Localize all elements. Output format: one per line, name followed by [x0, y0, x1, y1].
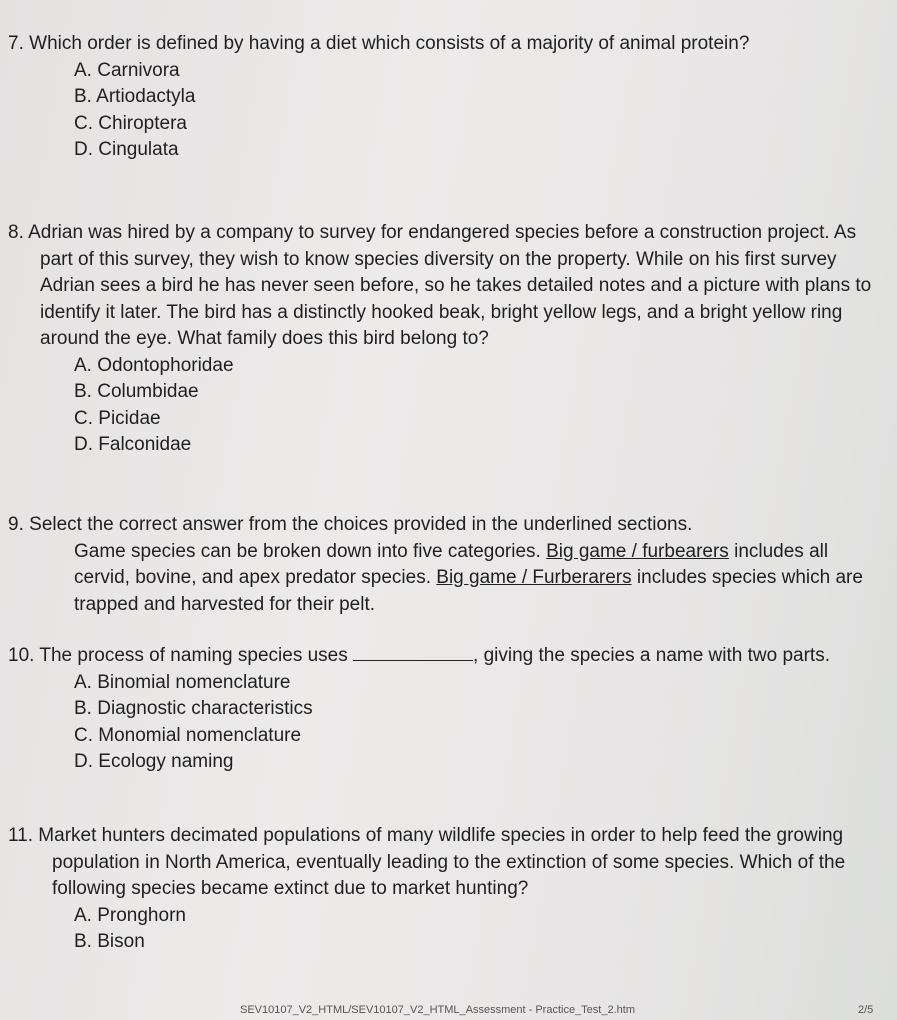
- option-a[interactable]: A. Pronghorn: [74, 904, 186, 926]
- question-number: 7.: [8, 33, 24, 54]
- question-stem: [8, 31, 888, 58]
- question-text: Adrian was hired by a company to survey for endangered species before a construction project. As part of this survey, they wish to know species diversity on the property. While on his first survey Adrian sees a bird he has never seen before, so he takes detailed notes and a picture with plans to identify it later. The bird has a distinctly hooked beak, bright yellow legs, and a bright yellow ring around the eye. What family does this bird belong to?: [28, 222, 872, 349]
- body-text: Game species can be broken down into five categories.: [74, 540, 547, 562]
- question-text: , giving the species a name with two parts.: [473, 645, 830, 666]
- option-a[interactable]: A. Carnivora: [74, 59, 180, 81]
- option-b[interactable]: B. Bison: [74, 931, 145, 952]
- question-stem: [8, 220, 888, 353]
- body-text: includes all cervid, bovine, and apex predator species.: [74, 540, 829, 588]
- question-8: [8, 220, 888, 459]
- question-10: [8, 643, 838, 776]
- question-text: The process of naming species uses: [39, 645, 354, 666]
- question-7: [8, 31, 888, 164]
- answer-blank: [353, 644, 473, 661]
- question-stem: [8, 643, 838, 670]
- option-d[interactable]: D. Cingulata: [74, 139, 179, 160]
- option-a[interactable]: A. Binomial nomenclature: [74, 671, 291, 693]
- option-c[interactable]: C. Picidae: [74, 407, 161, 429]
- question-stem: [8, 823, 858, 903]
- question-number: 10.: [8, 645, 35, 666]
- question-number: 9.: [8, 514, 24, 535]
- question-11: [8, 823, 858, 956]
- question-body: [8, 539, 864, 619]
- option-d[interactable]: D. Ecology naming: [74, 751, 234, 772]
- option-c[interactable]: C. Chiroptera: [74, 112, 187, 134]
- option-d[interactable]: D. Falconidae: [74, 434, 192, 455]
- question-text: Which order is defined by having a diet which consists of a majority of animal protein?: [29, 33, 750, 54]
- page-number: 2/5: [858, 1004, 874, 1016]
- option-b[interactable]: B. Artiodactyla: [74, 86, 196, 107]
- question-text: Select the correct answer from the choices provided in the underlined sections.: [29, 514, 693, 535]
- question-number: 8.: [8, 222, 24, 243]
- question-9: [8, 512, 888, 618]
- option-b[interactable]: B. Columbidae: [74, 381, 199, 402]
- select-1[interactable]: Big game / furbearers: [546, 540, 729, 562]
- select-2[interactable]: Big game / Furberarers: [436, 567, 632, 588]
- footer-path: SEV10107_V2_HTML/SEV10107_V2_HTML_Assessment - Practice_Test_2.htm: [240, 1004, 635, 1016]
- question-stem: [8, 512, 888, 539]
- body-text: includes species which are trapped and harvested for their pelt.: [74, 567, 863, 615]
- option-a[interactable]: A. Odontophoridae: [74, 354, 234, 376]
- question-number: 11.: [8, 825, 34, 846]
- option-c[interactable]: C. Monomial nomenclature: [74, 724, 302, 746]
- question-text: Market hunters decimated populations of many wildlife species in order to help feed the growing population in North America, eventually leading to the extinction of some species. Which of the following species became extinct due to market hunting?: [38, 825, 846, 899]
- option-b[interactable]: B. Diagnostic characteristics: [74, 698, 313, 719]
